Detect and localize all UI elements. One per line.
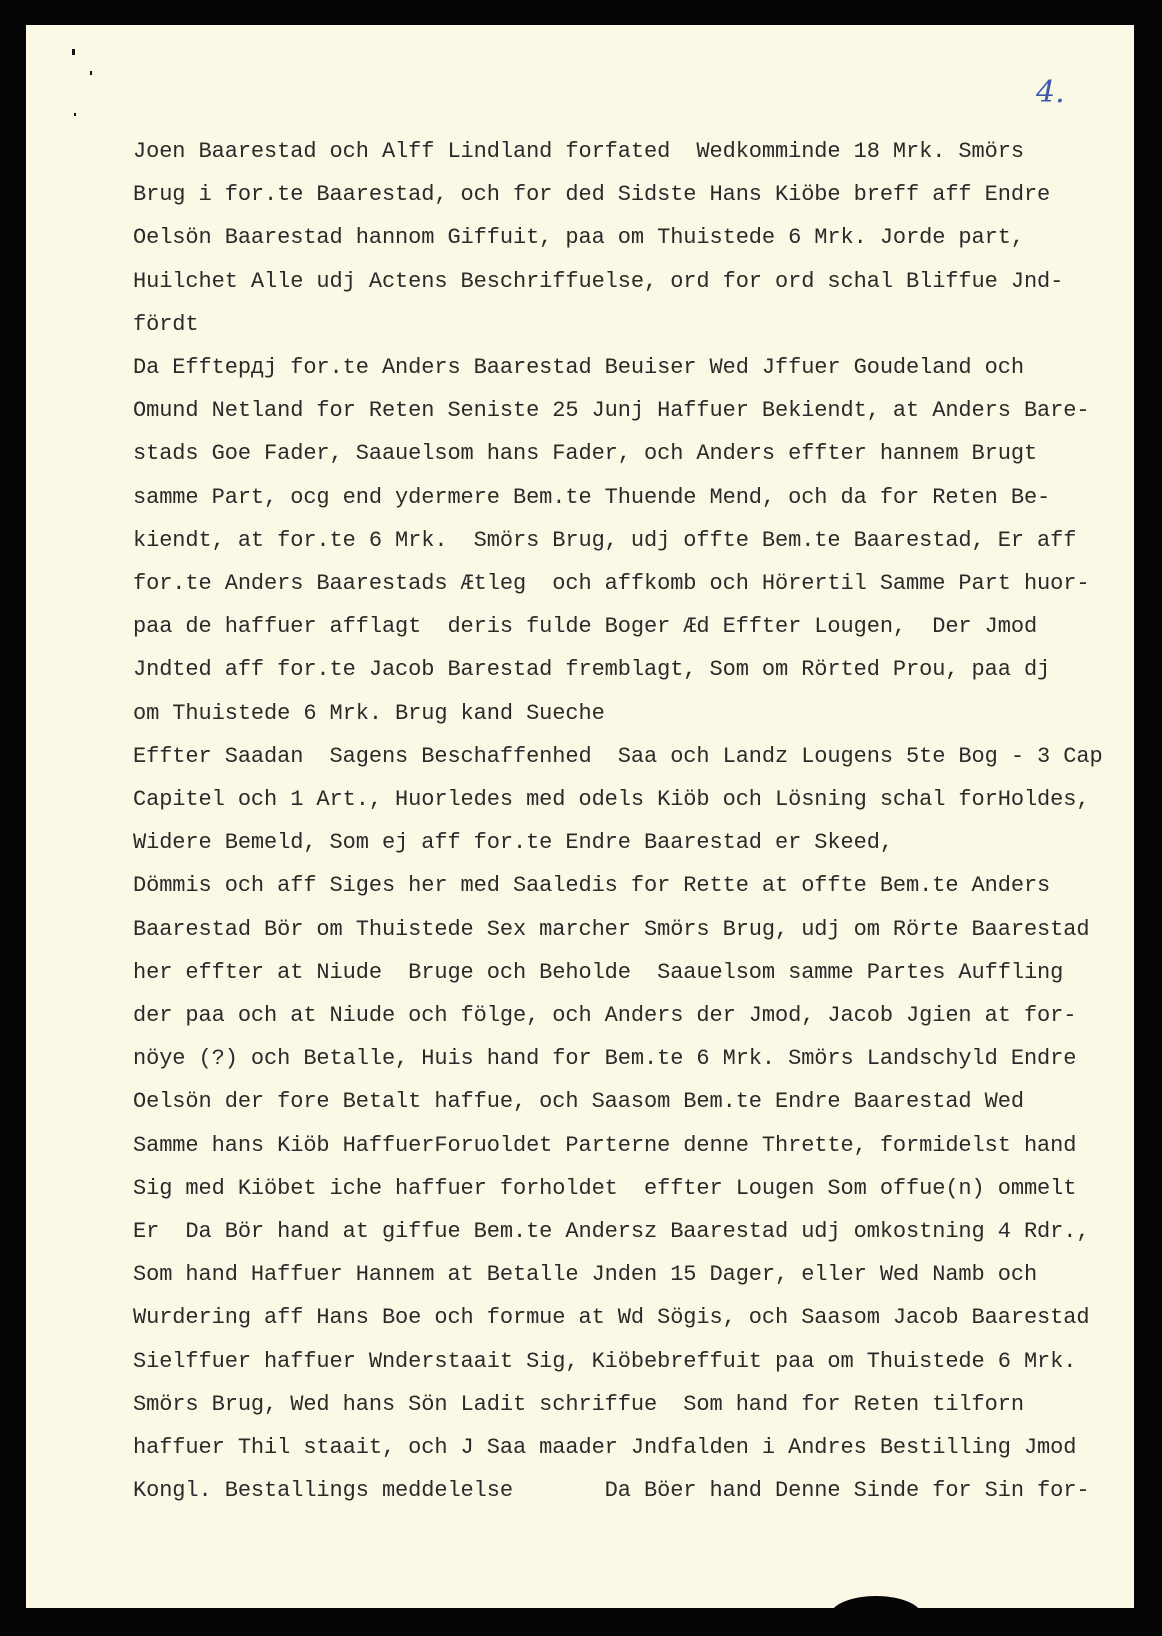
text-line: haffuer Thil staait, och J Saa maader Jndfalden i Andres Bestilling Jmod bbox=[133, 1435, 1077, 1460]
text-line: samme Part, ocg end ydermere Bem.te Thuende Mend, och da for Reten Be- bbox=[133, 484, 1051, 510]
text-line: Widere Bemeld, Som ej aff for.te Endre Baarestad er Skeed, bbox=[133, 830, 893, 856]
text-line: for.te Anders Baarestads Ætleg och affkomb och Hörertil Samme Part huor- bbox=[133, 571, 1090, 596]
text-line: nöye (?) och Betalle, Huis hand for Bem.te 6 Mrk. Smörs Landschyld Endre bbox=[133, 1046, 1077, 1072]
text-line: Wurdering aff Hans Boe och formue at Wd Sögis, och Saasom Jacob Baarestad bbox=[133, 1305, 1090, 1331]
text-line: Kongl. Bestallings meddelelse Da Böer hand Denne Sinde for Sin for- bbox=[133, 1478, 1090, 1504]
text-line: Capitel och 1 Art., Huorledes med odels Kiöb och Lösning schal forHoldes, bbox=[133, 787, 1090, 812]
hole-punch-mark bbox=[72, 49, 75, 55]
text-line: Joen Baarestad och Alff Lindland forfated Wedkomminde 18 Mrk. Smörs bbox=[133, 139, 1024, 164]
handwritten-page-number: 4. bbox=[1036, 75, 1065, 110]
text-line: Smörs Brug, Wed hans Sön Ladit schriffue Som hand for Reten tilforn bbox=[133, 1391, 1024, 1417]
text-line: Er Da Bör hand at giffue Bem.te Andersz Baarestad udj omkostning 4 Rdr., bbox=[133, 1219, 1090, 1244]
hole-punch-mark bbox=[90, 71, 92, 75]
text-line: om Thuistede 6 Mrk. Brug kand Sueche bbox=[133, 700, 605, 726]
text-line: her effter at Niude Bruge och Beholde Saauelsom samme Partes Auffling bbox=[133, 959, 1064, 985]
text-line: stads Goe Fader, Saauelsom hans Fader, och Anders effter hannem Brugt bbox=[133, 441, 1038, 467]
text-line: Sielffuer haffuer Wnderstaait Sig, Kiöbebreffuit paa om Thuistede 6 Mrk. bbox=[133, 1348, 1077, 1374]
text-line: kiendt, at for.te 6 Mrk. Smörs Brug, udj offte Bem.te Baarestad, Er aff bbox=[133, 527, 1077, 553]
text-line: Effter Saadan Sagens Beschaffenhed Saa och Landz Lougens 5te Bog - 3 Cap bbox=[133, 743, 1103, 769]
text-line: fördt bbox=[133, 311, 199, 337]
text-line: paa de haffuer afflagt deris fulde Boger Æd Effter Lougen, Der Jmod bbox=[133, 614, 1038, 640]
text-line: der paa och at Niude och fölge, och Anders der Jmod, Jacob Jgien at for- bbox=[133, 1003, 1077, 1028]
text-line: Dömmis och aff Siges her med Saaledis for Rette at offte Bem.te Anders bbox=[133, 873, 1051, 899]
text-line: Oelsön Baarestad hannom Giffuit, paa om Thuistede 6 Mrk. Jorde part, bbox=[133, 225, 1024, 251]
text-line: Brug i for.te Baarestad, och for ded Sidste Hans Kiöbe breff aff Endre bbox=[133, 182, 1051, 208]
text-line: Da Efftердj for.te Anders Baarestad Beuiser Wed Jffuer Goudeland och bbox=[133, 355, 1024, 380]
scan-edge-shadow bbox=[830, 1596, 922, 1636]
text-line: Omund Netland for Reten Seniste 25 Junj Haffuer Bekiendt, at Anders Bare- bbox=[133, 398, 1090, 424]
text-line: Baarestad Bör om Thuistede Sex marcher Smörs Brug, udj om Rörte Baarestad bbox=[133, 916, 1090, 942]
text-line: Jndted aff for.te Jacob Barestad fremblagt, Som om Rörted Prou, paa dj bbox=[133, 657, 1051, 683]
text-line: Som hand Haffuer Hannem at Betalle Jnden 15 Dager, eller Wed Namb och bbox=[133, 1262, 1038, 1288]
text-line: Huilchet Alle udj Actens Beschriffuelse, ord for ord schal Bliffue Jnd- bbox=[133, 268, 1064, 294]
text-line: Sig med Kiöbet iche haffuer forholdet effter Lougen Som offue(n) ommelt bbox=[133, 1175, 1077, 1201]
text-line: Samme hans Kiöb HaffuerForuoldet Parterne denne Thrette, formidelst hand bbox=[133, 1132, 1077, 1158]
hole-punch-mark bbox=[74, 113, 76, 116]
text-line: Oelsön der fore Betalt haffue, och Saasom Bem.te Endre Baarestad Wed bbox=[133, 1089, 1024, 1115]
